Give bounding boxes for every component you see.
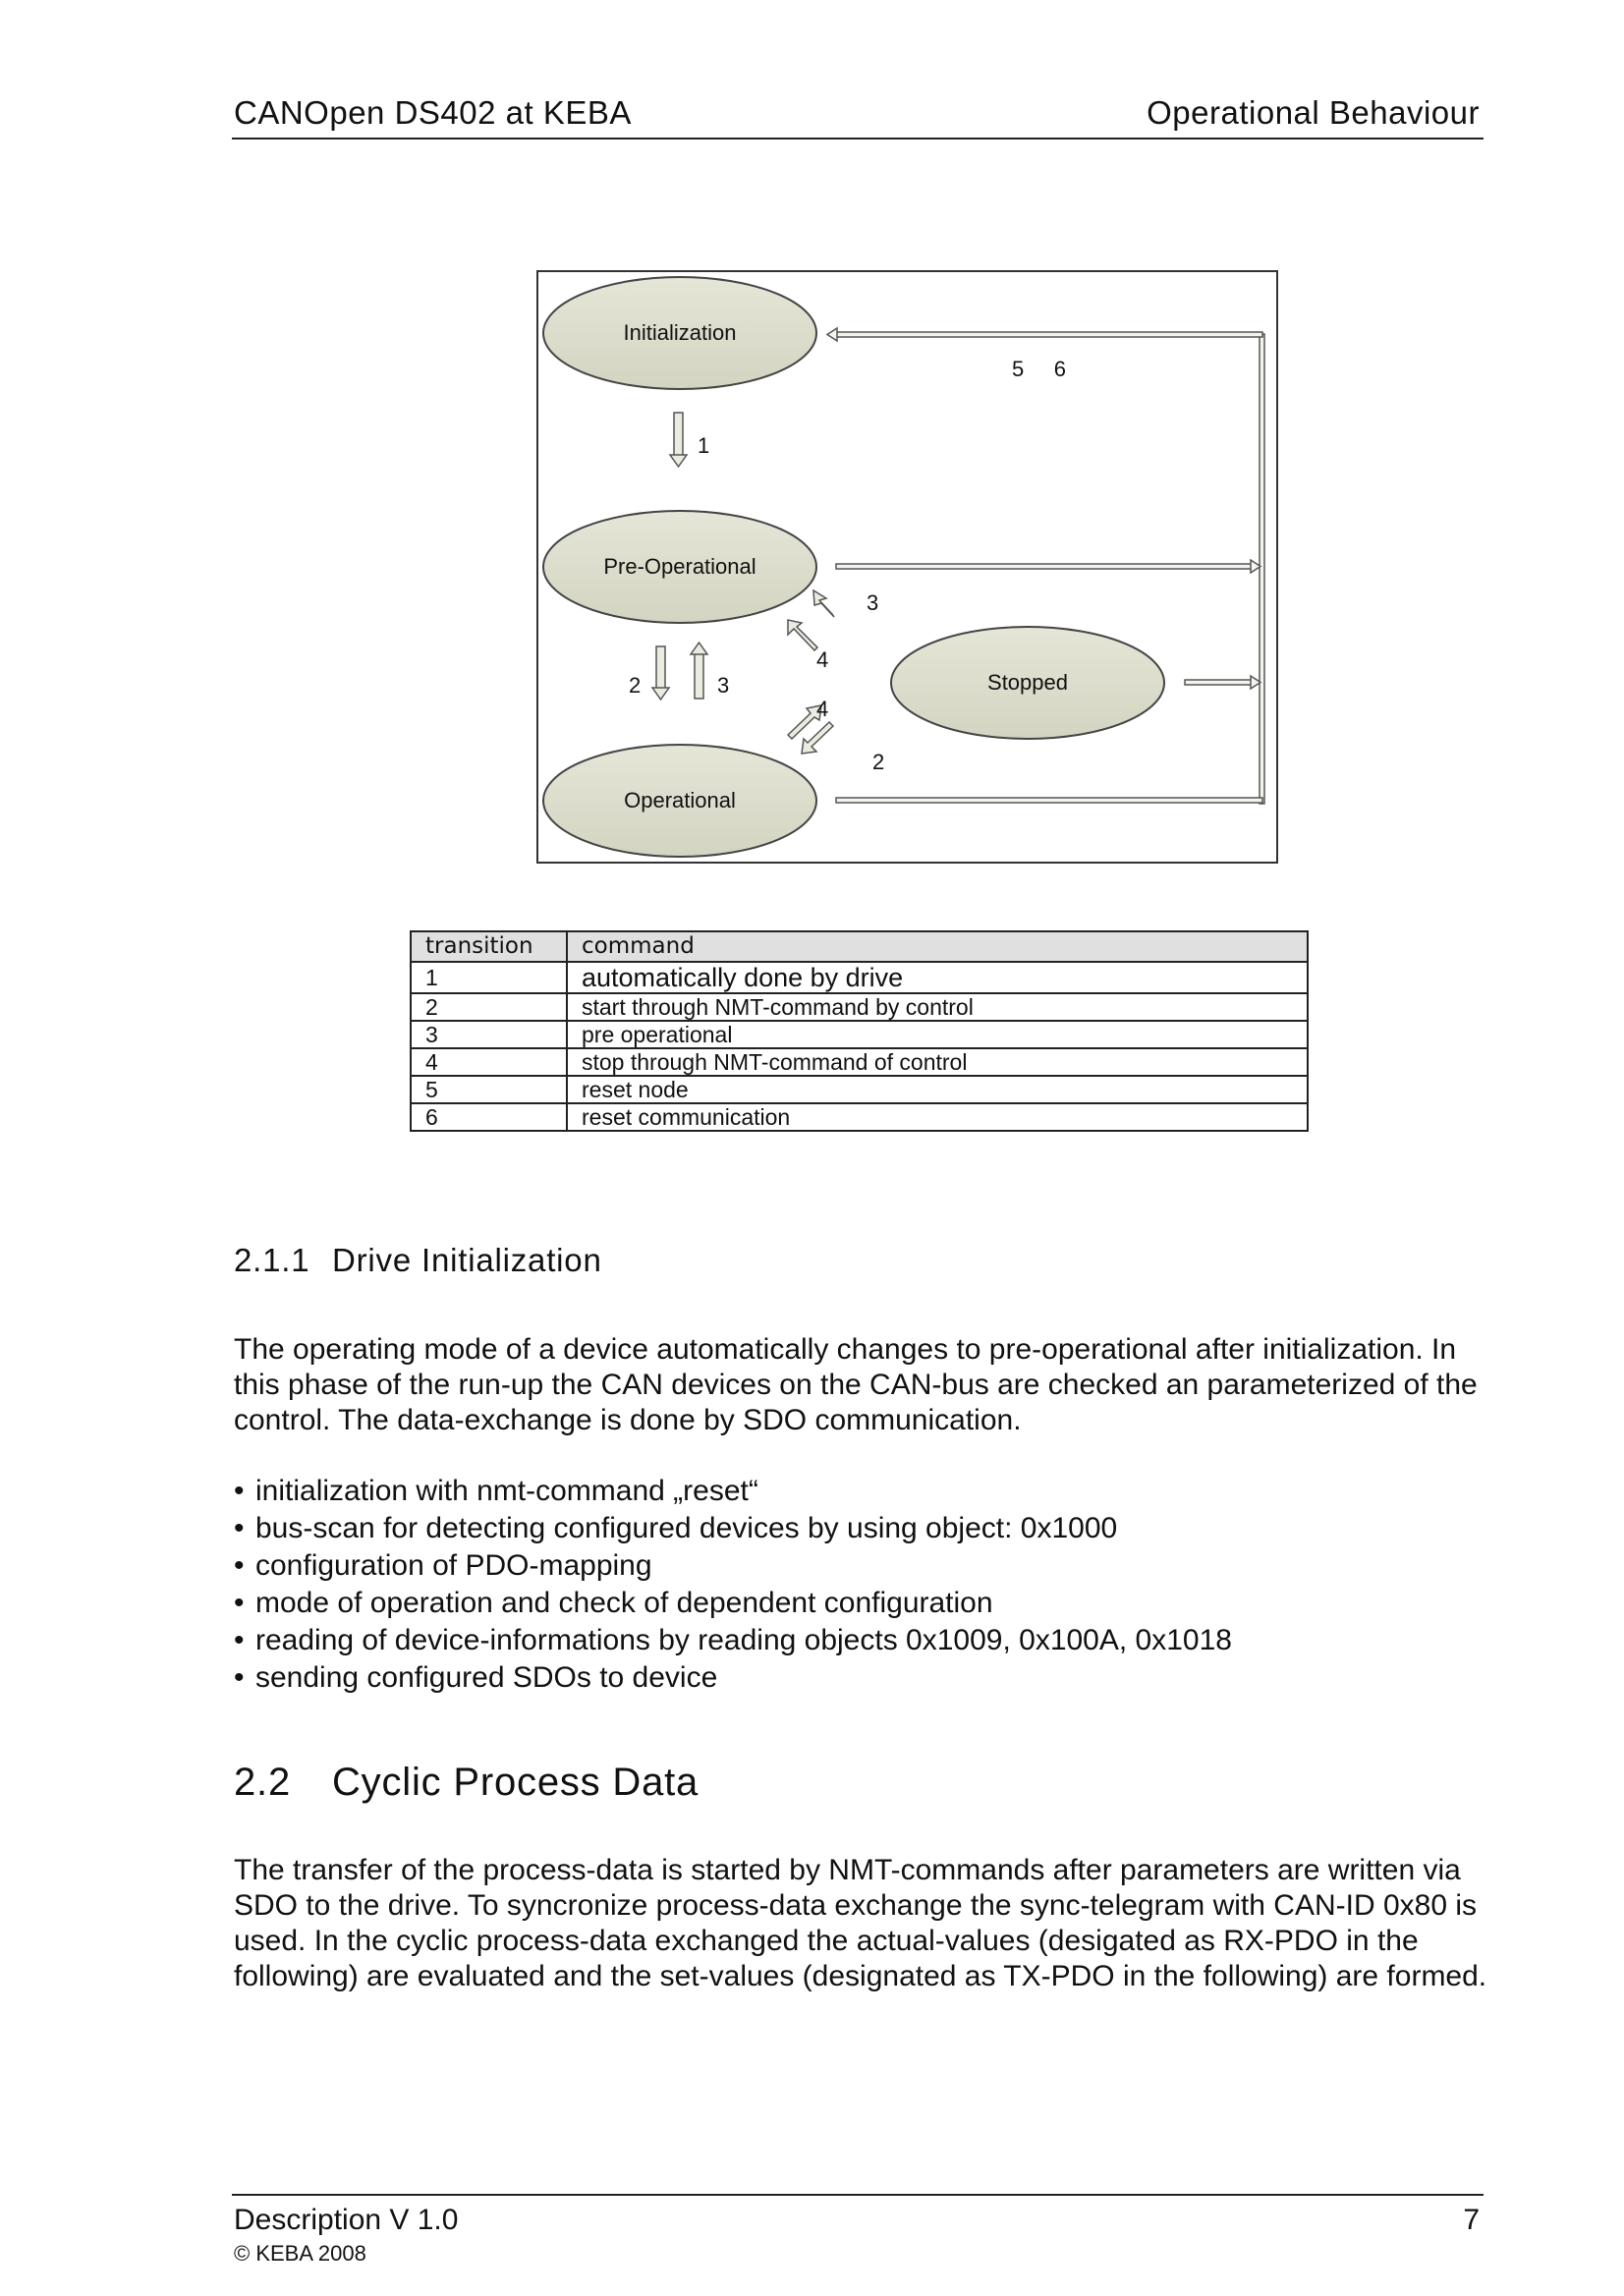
drive-initialization-paragraph: The operating mode of a device automatically changes to pre-operational after initialization. In this phase of the run-up the CAN devices on the CAN-bus are checked an parameterized of the control. The data-exchange is done by SDO communication. — [234, 1333, 1478, 1436]
state-initialization-label: Initialization — [623, 320, 737, 345]
table-cell-command: stop through NMT-command of control — [567, 1048, 1308, 1076]
label-transitions-5-6: 5 6 — [1012, 357, 1067, 381]
state-diagram — [536, 270, 1279, 865]
label-transition-4-lower: 4 — [816, 697, 829, 721]
table-row — [411, 1048, 1308, 1076]
state-stopped-label: Stopped — [987, 670, 1068, 695]
header-document-title: CANOpen DS402 at KEBA — [234, 94, 632, 131]
table-header-transition: transition — [411, 931, 567, 962]
section-title: Cyclic Process Data — [332, 1761, 700, 1804]
state-operational-label: Operational — [624, 788, 736, 812]
page-footer — [232, 2194, 1484, 2266]
cyclic-process-data-paragraph: The transfer of the process-data is started by NMT-commands after parameters are written via SDO to the drive. To syncronize process-data exchange the sync-telegram with CAN-ID 0x80 is used. In the cyclic process-data exchanged the actual-values (desigated as RX-PDO in the following) are evaluated and the set-values (designated as TX-PDO in the following) are formed. — [234, 1854, 1487, 1992]
table-cell-transition: 2 — [411, 993, 567, 1021]
transition-table — [410, 930, 1309, 1132]
page-header — [232, 94, 1484, 140]
list-item: • initialization with nmt-command „reset“ — [234, 1473, 1232, 1510]
list-item: • configuration of PDO-mapping — [234, 1547, 1232, 1585]
table-row — [411, 962, 1308, 993]
section-number: 2.2 — [234, 1761, 292, 1804]
label-transition-2-vertical: 2 — [629, 673, 642, 698]
section-title: Drive Initialization — [332, 1242, 602, 1278]
table-row — [411, 1076, 1308, 1103]
table-row — [411, 993, 1308, 1021]
page-number: 7 — [1463, 2204, 1480, 2236]
arrow-operational-to-reset — [836, 798, 1262, 803]
list-item: • sending configured SDOs to device — [234, 1659, 1232, 1697]
section-number: 2.1.1 — [234, 1242, 310, 1278]
table-cell-transition: 3 — [411, 1021, 567, 1048]
table-row — [411, 1103, 1308, 1131]
table-cell-command: start through NMT-command by control — [567, 993, 1308, 1021]
label-transition-1: 1 — [698, 433, 710, 458]
table-cell-transition: 6 — [411, 1103, 567, 1131]
section-heading-cyclic-process-data — [234, 1761, 699, 1805]
state-pre-operational-label: Pre-Operational — [603, 554, 756, 579]
section-heading-drive-initialization — [234, 1242, 602, 1279]
table-cell-transition: 4 — [411, 1048, 567, 1076]
bullet-icon: • — [234, 1475, 245, 1507]
table-header-row — [411, 931, 1308, 962]
label-transition-3-diagonal: 3 — [867, 590, 879, 615]
table-cell-command: reset node — [567, 1076, 1308, 1103]
bullet-icon: • — [234, 1624, 245, 1656]
list-item: • bus-scan for detecting configured devices by using object: 0x1000 — [234, 1510, 1232, 1547]
table-header-command: command — [567, 931, 1308, 962]
list-item: • reading of device-informations by reading objects 0x1009, 0x100A, 0x1018 — [234, 1622, 1232, 1659]
initialization-steps-list — [234, 1473, 1232, 1697]
label-transition-3-vertical: 3 — [717, 673, 730, 698]
label-transition-4-upper: 4 — [816, 647, 829, 672]
bullet-icon: • — [234, 1587, 245, 1619]
footer-copyright: © KEBA 2008 — [234, 2241, 366, 2266]
footer-description: Description V 1.0 — [234, 2204, 459, 2236]
table-cell-command: automatically done by drive — [567, 962, 1308, 993]
bullet-icon: • — [234, 1549, 245, 1582]
list-item: • mode of operation and check of dependent configuration — [234, 1585, 1232, 1622]
header-chapter-title: Operational Behaviour — [1147, 94, 1480, 131]
table-cell-transition: 1 — [411, 962, 567, 993]
table-cell-command: reset communication — [567, 1103, 1308, 1131]
bullet-icon: • — [234, 1512, 245, 1544]
table-cell-command: pre operational — [567, 1021, 1308, 1048]
bullet-icon: • — [234, 1661, 245, 1694]
reset-bus-line — [1260, 334, 1264, 804]
label-transition-2-diagonal: 2 — [872, 750, 885, 774]
table-row — [411, 1021, 1308, 1048]
table-cell-transition: 5 — [411, 1076, 567, 1103]
